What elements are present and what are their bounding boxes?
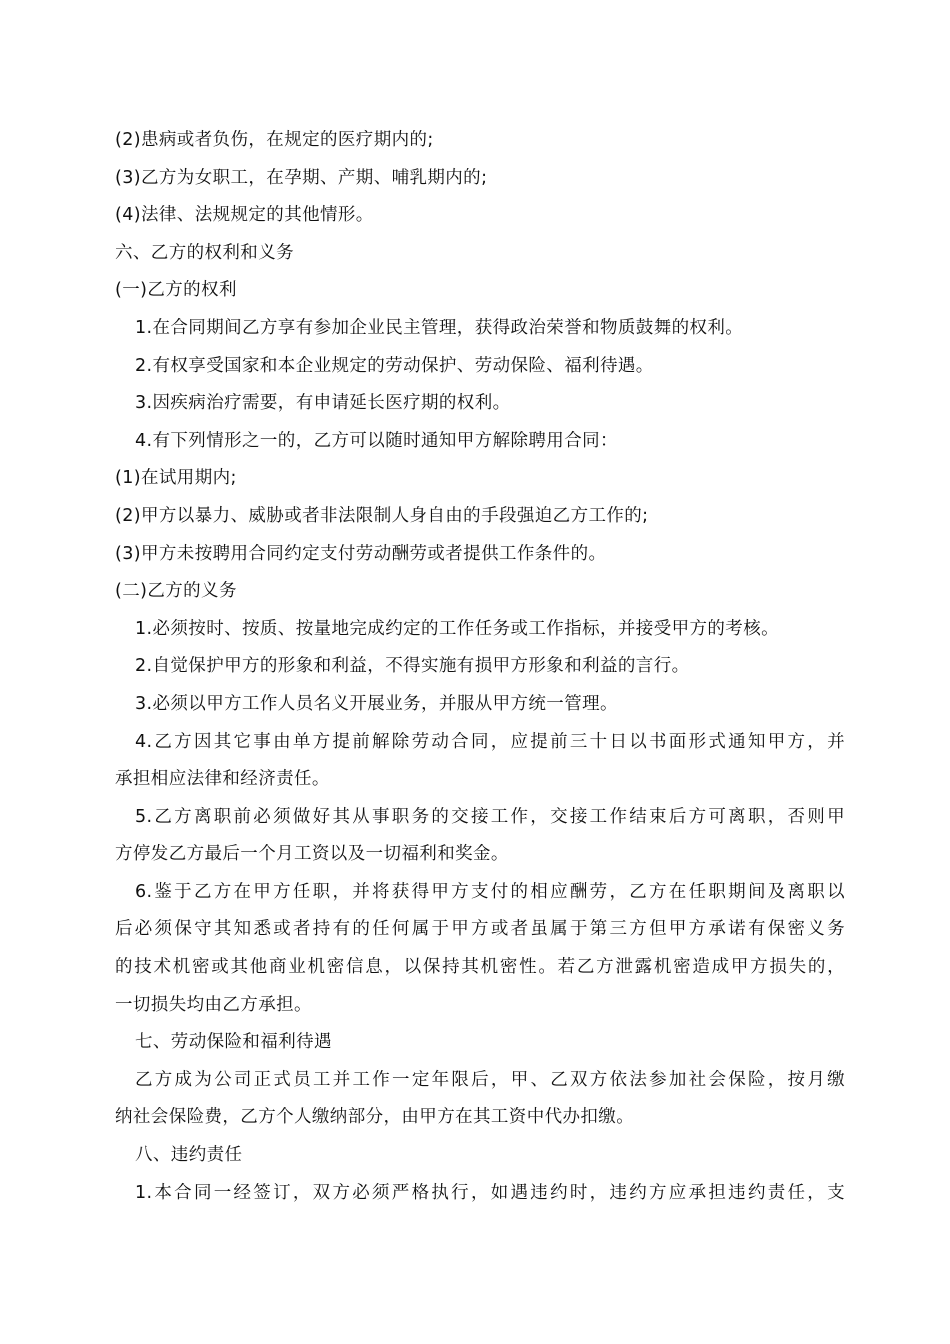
text-line: 1.本合同一经签订，双方必须严格执行，如遇违约时，违约方应承担违约责任，支: [135, 1182, 845, 1203]
section-heading: 六、乙方的权利和义务: [115, 242, 294, 263]
text-line: 一切损失均由乙方承担。: [115, 994, 312, 1015]
subsection-heading: (一)乙方的权利: [115, 280, 237, 301]
document-body: [115, 122, 845, 1212]
text-line: 2.有权享受国家和本企业规定的劳动保护、劳动保险、福利待遇。: [135, 355, 654, 376]
text-line: (4)法律、法规规定的其他情形。: [115, 205, 374, 226]
text-line: 3.必须以甲方工作人员名义开展业务，并服从甲方统一管理。: [135, 693, 618, 714]
text-line: (3)乙方为女职工，在孕期、产期、哺乳期内的;: [115, 167, 488, 188]
text-line: 4.有下列情形之一的，乙方可以随时通知甲方解除聘用合同：: [135, 430, 618, 451]
text-line: 后必须保守其知悉或者持有的任何属于甲方或者虽属于第三方但甲方承诺有保密义务: [115, 919, 845, 940]
text-line: 的技术机密或其他商业机密信息，以保持其机密性。若乙方泄露机密造成甲方损失的，: [115, 957, 845, 978]
text-line: 纳社会保险费，乙方个人缴纳部分，由甲方在其工资中代办扣缴。: [115, 1107, 635, 1128]
text-line: 方停发乙方最后一个月工资以及一切福利和奖金。: [115, 844, 509, 865]
text-line: 乙方成为公司正式员工并工作一定年限后，甲、乙双方依法参加社会保险，按月缴: [135, 1069, 845, 1090]
text-line: 1.在合同期间乙方享有参加企业民主管理，获得政治荣誉和物质鼓舞的权利。: [135, 317, 744, 338]
text-line: 1.必须按时、按质、按量地完成约定的工作任务或工作指标，并接受甲方的考核。: [135, 618, 779, 639]
subsection-heading: (二)乙方的义务: [115, 581, 237, 602]
text-line: (2)患病或者负伤，在规定的医疗期内的;: [115, 130, 434, 150]
text-line: 5.乙方离职前必须做好其从事职务的交接工作，交接工作结束后方可离职，否则甲: [135, 806, 845, 827]
text-line: 承担相应法律和经济责任。: [115, 769, 330, 790]
text-line: (2)甲方以暴力、威胁或者非法限制人身自由的手段强迫乙方工作的;: [115, 505, 649, 526]
text-line: (1)在试用期内;: [115, 468, 237, 489]
section-heading: 七、劳动保险和福利待遇: [135, 1032, 332, 1053]
section-heading: 八、违约责任: [135, 1145, 243, 1166]
text-line: 3.因疾病治疗需要，有申请延长医疗期的权利。: [135, 393, 511, 414]
text-line: 6.鉴于乙方在甲方任职，并将获得甲方支付的相应酬劳，乙方在任职期间及离职以: [135, 881, 845, 902]
text-line: (3)甲方未按聘用合同约定支付劳动酬劳或者提供工作条件的。: [115, 543, 607, 564]
text-line: 2.自觉保护甲方的形象和利益，不得实施有损甲方形象和利益的言行。: [135, 656, 690, 677]
text-line: 4.乙方因其它事由单方提前解除劳动合同，应提前三十日以书面形式通知甲方，并: [135, 731, 845, 752]
